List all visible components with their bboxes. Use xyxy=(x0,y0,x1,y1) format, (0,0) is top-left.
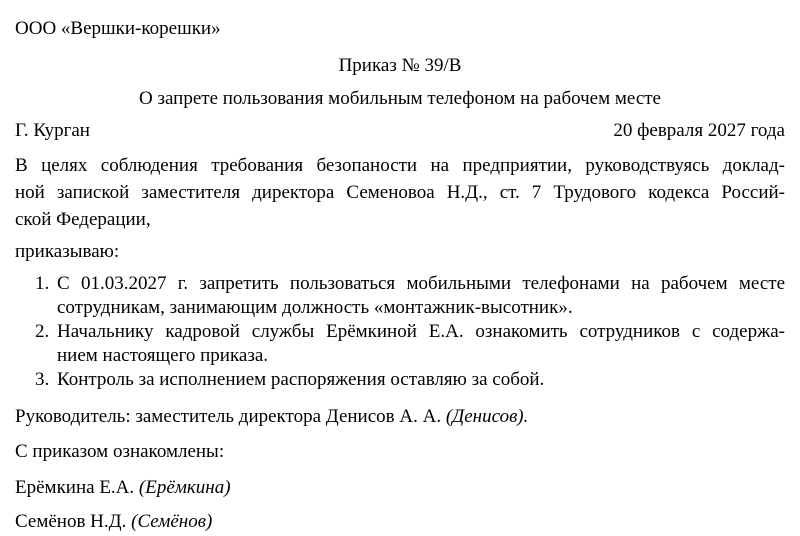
head-signature-text: Руководитель: заместитель директора Денисов А. А. xyxy=(15,406,442,427)
item-number: 2. xyxy=(35,321,50,342)
acknowledged-signature xyxy=(15,476,231,500)
order-document xyxy=(15,0,785,536)
document-title: Приказ № 39/В xyxy=(338,55,462,76)
preamble-line: В целях соблюдения требования безопаности на предприятии, руководствуясь доклад- xyxy=(15,155,785,176)
acknowledged-label: С приказом ознакомлены: xyxy=(15,441,225,462)
acknowledged-signature xyxy=(15,510,212,534)
preamble-line: ской Федерации, xyxy=(15,209,151,230)
head-signature xyxy=(15,405,528,429)
signer-mark: (Ерёмкина) xyxy=(138,477,231,498)
signer-name: Ерёмкина Е.А. xyxy=(15,477,135,498)
item-line: нием настоящего приказа. xyxy=(57,345,269,366)
item-line: Контроль за исполнением распоряжения оставляю за собой. xyxy=(57,369,545,390)
signer-name: Семёнов Н.Д. xyxy=(15,511,127,532)
list-item xyxy=(15,368,785,392)
document-date: 20 февраля 2027 года xyxy=(613,120,785,141)
signer-mark: (Семёнов) xyxy=(131,511,213,532)
item-line: сотрудникам, занимающим должность «монтажник-высотник». xyxy=(57,297,573,318)
document-city: Г. Курган xyxy=(15,120,90,141)
order-word: приказываю: xyxy=(15,241,120,262)
item-line: С 01.03.2027 г. запретить пользоваться мобильными телефонами на рабочем месте xyxy=(57,273,785,294)
preamble-line: ной запиской заместителя директора Семеновоа Н.Д., ст. 7 Трудового кодекса Россий- xyxy=(15,182,785,203)
list-item xyxy=(15,272,785,320)
organization-name: ООО «Вершки-корешки» xyxy=(15,18,221,39)
item-number: 3. xyxy=(35,369,50,390)
item-number: 1. xyxy=(35,273,50,294)
preamble xyxy=(15,152,785,233)
document-subject: О запрете пользования мобильным телефоном на рабочем месте xyxy=(139,88,661,109)
item-line: Начальнику кадровой службы Ерёмкиной Е.А. ознакомить сотрудников с содержа- xyxy=(57,321,785,342)
list-item xyxy=(15,320,785,368)
head-signature-mark: (Денисов). xyxy=(445,406,529,427)
order-items xyxy=(15,272,785,392)
